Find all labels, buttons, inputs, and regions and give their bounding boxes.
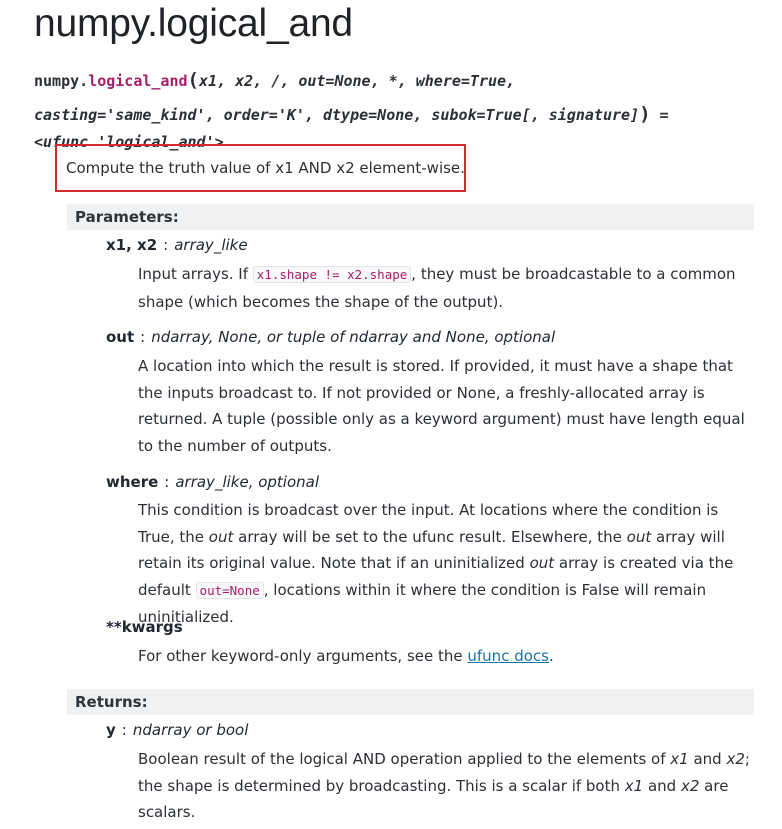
emphasis: x2 [726,750,745,768]
return-description [138,746,758,826]
param-out: out : ndarray, None, or tuple of ndarray and None, optional [106,328,556,346]
param-type: ndarray, None, or tuple of ndarray and None, optional [151,328,556,346]
sig-optional: [, signature] [521,106,640,124]
param-where: where : array_like, optional [106,473,320,491]
return-name: y [106,721,116,739]
desc-text: For other keyword-only arguments, see the [138,647,468,665]
sig-equals: = [650,106,669,124]
param-name: **kwargs [106,618,183,636]
page-title: numpy.logical_and [34,2,353,45]
param-out-description: A location into which the result is stored. If provided, it must have a shape that the inputs broadcast to. If not provided or None, a freshly-allocated array is returned. A tuple (possible only as a keyword argument) must have length equal to the number of outputs. [138,357,745,455]
param-name: where [106,473,159,491]
param-x1-x2: x1, x2 : array_like [106,236,248,254]
param-where-description [138,497,758,631]
param-kwargs [106,618,183,636]
desc-text: array will be set to the ufunc result. Elsewhere, the [233,527,627,546]
sig-params-line2: casting='same_kind', order='K', dtype=None, subok=True [34,106,522,124]
param-kwargs-description [138,643,758,670]
desc-text: array is created via the default [138,554,734,599]
sig-params-line1: x1, x2, /, out=None, *, where=True, [198,72,516,90]
desc-text: array will retain its original value. Note that if an uninitialized [138,527,725,572]
parameters-label: Parameters: [67,204,754,230]
sig-function-name: logical_and [88,72,188,90]
sig-ufunc-repr: <ufunc 'logical_and'> [34,133,224,151]
param-name: out [106,328,135,346]
desc-text: and [643,776,681,795]
summary-text: Compute the truth value of x1 AND x2 element-wise. [66,159,465,177]
emphasis: x1 [624,776,644,795]
inline-code: x1.shape != x2.shape [253,266,412,283]
ufunc-docs-link[interactable]: ufunc docs [467,647,549,665]
emphasis: out [529,554,555,572]
desc-text: and [688,750,727,768]
emphasis: x1 [670,750,689,768]
param-type: array_like [174,236,248,254]
desc-text: . [548,647,554,665]
desc-text: are scalars. [138,776,729,821]
param-type: array_like, optional [175,473,320,491]
desc-text: ; the shape is determined by broadcasting. This is a scalar if both [138,750,750,795]
emphasis: x2 [680,776,700,795]
desc-text: , locations within it where the condition is False will remain uninitialized. [138,580,707,626]
param-name: x1, x2 [106,236,158,254]
inline-code: out=None [196,582,264,599]
return-type: ndarray or bool [132,721,249,739]
param-x1-x2-description [138,261,758,315]
sig-module: numpy. [34,72,89,90]
sig-open-paren: ( [187,69,199,91]
returns-label: Returns: [67,689,754,715]
desc-text: This condition is broadcast over the input. At locations where the condition is True, the [138,501,719,546]
desc-text: Input arrays. If [138,265,253,283]
desc-text: , they must be broadcastable to a common shape (which becomes the shape of the output). [138,265,736,311]
emphasis: out [626,527,652,546]
emphasis: out [208,527,234,546]
return-y: y : ndarray or bool [106,721,249,739]
sig-close-paren: ) [639,103,651,125]
desc-text: Boolean result of the logical AND operation applied to the elements of [138,750,671,768]
